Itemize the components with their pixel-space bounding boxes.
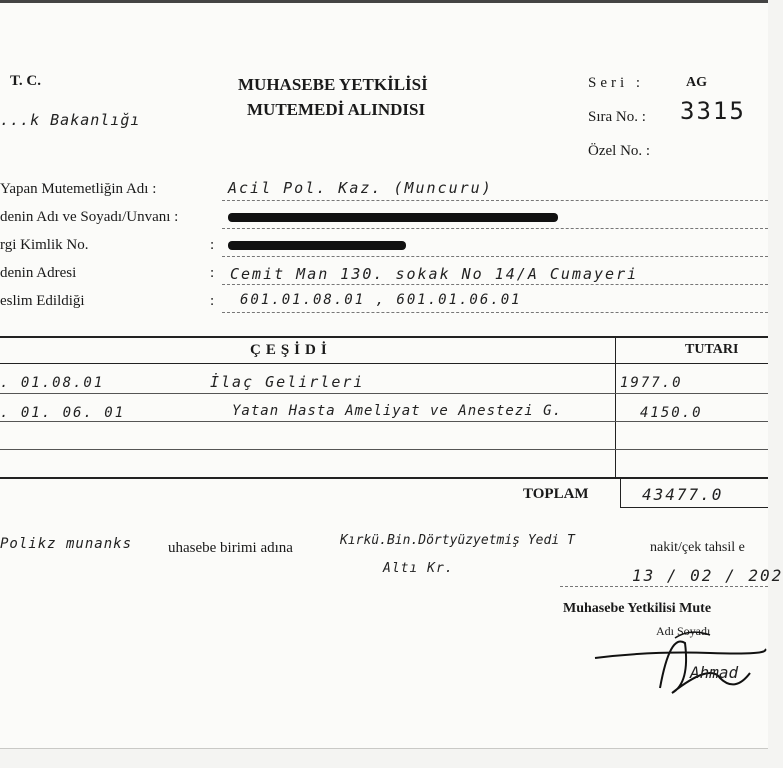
table-row-line	[0, 393, 768, 394]
adi-soyadi-label: Adı Soyadı	[656, 624, 711, 638]
signature-text: Ahmad	[690, 663, 739, 682]
row-desc: İlaç Gelirleri	[210, 373, 365, 391]
field-value-mutemetlik: Acil Pol. Kaz. (Muncuru)	[228, 179, 493, 197]
fill-line	[222, 312, 768, 313]
row-code: . 01. 06. 01	[0, 405, 126, 421]
table-row-line	[0, 421, 768, 422]
footer-printed-mid: uhasebe birimi adına	[168, 540, 293, 556]
colon: :	[210, 265, 215, 281]
field-label-adsoyad: denin Adı ve Soyadı/Unvanı :	[0, 209, 179, 225]
table-bottom-border	[0, 477, 768, 479]
title-line2: MUTEMEDİ ALINDISI	[247, 100, 426, 119]
row-amount: 4150.0	[640, 405, 703, 421]
redaction-bar	[228, 241, 406, 250]
colon: :	[210, 237, 215, 253]
ministry-handwritten: ...k Bakanlığı	[0, 111, 141, 129]
fill-line	[222, 200, 768, 201]
footer-hand-amount: Kırkü.Bin.Dörtyüzyetmiş Yedi T	[340, 533, 575, 548]
table-top-border	[0, 336, 768, 338]
footer-date: 13 / 02 / 202	[632, 566, 783, 585]
footer-printed-end: nakit/çek tahsil e	[650, 540, 745, 555]
ozel-label: Özel No. :	[588, 143, 651, 159]
date-line	[560, 586, 768, 587]
footer-hand-amount2: Altı Kr.	[383, 561, 454, 576]
footer-hand-before: Polikz munanks	[0, 536, 133, 552]
field-label-teslim: eslim Edildiği	[0, 293, 85, 309]
row-code: . 01.08.01	[0, 375, 105, 391]
row-desc: Yatan Hasta Ameliyat ve Anestezi G.	[232, 403, 563, 419]
toplam-label: TOPLAM	[523, 486, 589, 502]
seri-label: Seri :	[588, 75, 645, 91]
signature-scribble	[590, 623, 768, 703]
row-amount: 1977.0	[620, 375, 683, 391]
title-line1: MUHASEBE YETKİLİSİ	[238, 75, 428, 94]
field-label-adres: denin Adresi	[0, 265, 77, 281]
col-header-tutari: TUTARI	[685, 342, 739, 357]
field-value-teslim: 601.01.08.01 , 601.01.06.01	[240, 292, 522, 308]
toplam-value: 43477.0	[642, 485, 724, 504]
table-col-divider	[615, 337, 616, 477]
sira-value: 3315	[680, 97, 746, 125]
field-label-mutemetlik: Yapan Mutemetliğin Adı :	[0, 181, 157, 197]
fill-line	[222, 256, 768, 257]
sira-label: Sıra No. :	[588, 109, 646, 125]
toplam-box-bottom	[620, 507, 768, 508]
tc-label: T. C.	[10, 73, 41, 89]
field-value-adres: Cemit Man 130. sokak No 14/A Cumayeri	[230, 265, 639, 283]
toplam-box-left	[620, 479, 621, 507]
redaction-bar	[228, 213, 558, 222]
fill-line	[222, 228, 768, 229]
signature-title: Muhasebe Yetkilisi Mute	[563, 601, 712, 616]
table-header-border	[0, 363, 768, 364]
seri-value: AG	[686, 75, 707, 90]
col-header-cesidi: ÇEŞİDİ	[250, 342, 332, 358]
field-label-kimlik: rgi Kimlik No.	[0, 237, 89, 253]
colon: :	[210, 293, 215, 309]
fill-line	[222, 284, 768, 285]
table-row-line	[0, 449, 768, 450]
